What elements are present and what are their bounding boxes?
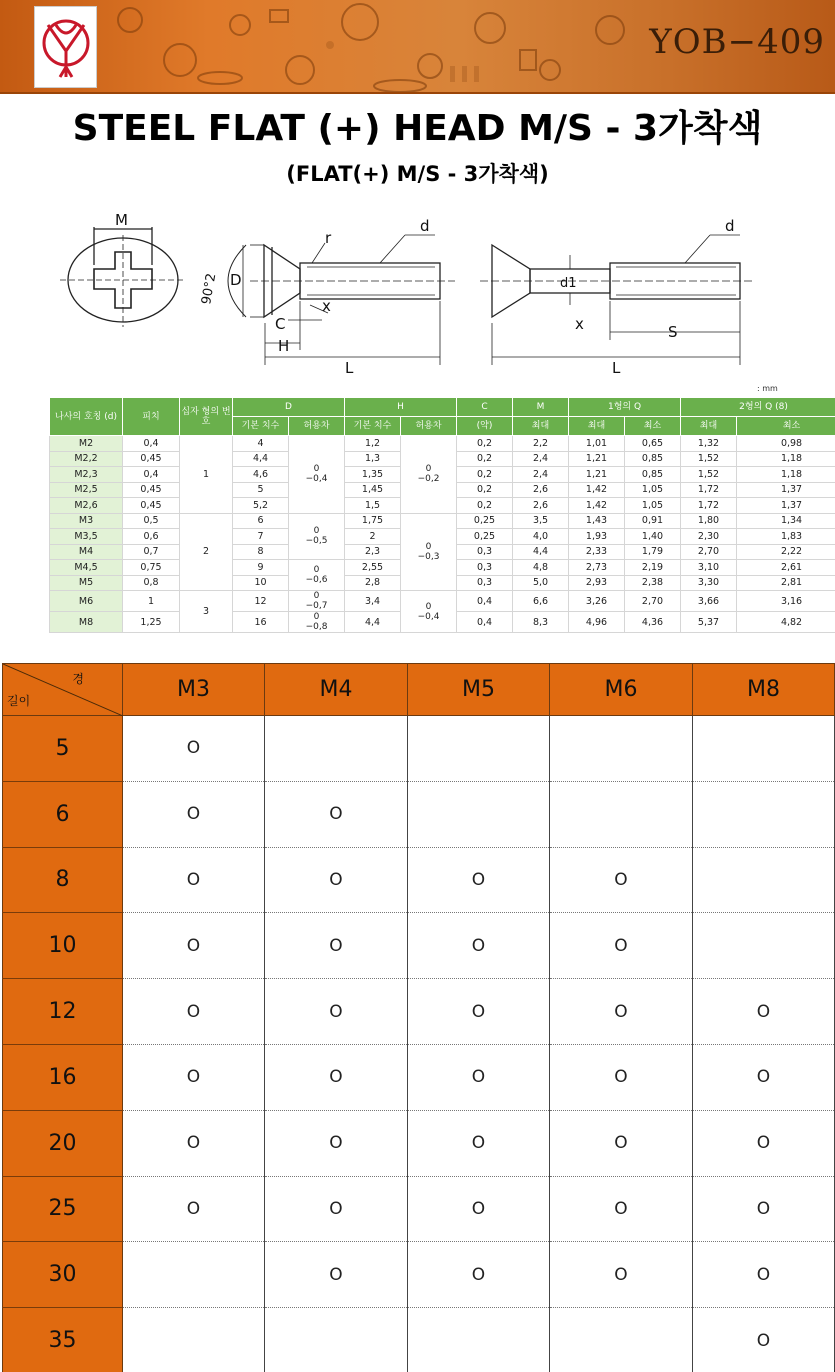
size-header-m4: M4 — [265, 664, 408, 716]
corner-header — [3, 664, 123, 716]
label-L2: L — [612, 359, 621, 377]
h-tolerance: 0 −0,3 — [401, 513, 457, 591]
label-C: C — [275, 315, 286, 333]
logo-emblem-icon — [38, 15, 94, 79]
availability-cell — [408, 1308, 550, 1372]
brand-logo — [34, 6, 97, 88]
length-value: 20 — [3, 1110, 123, 1176]
spec-row: M4 0,7 8 2,3 0,3 4,4 2,33 1,79 2,70 2,22 — [50, 544, 835, 560]
spec-subheader-min: 최소 — [625, 417, 681, 436]
label-angle: 90°2 — [199, 272, 220, 306]
availability-cell: O — [693, 1044, 835, 1110]
label-S: S — [668, 323, 678, 341]
spec-subheader-tolerance: 허용차 — [289, 417, 345, 436]
spec-header-H: H — [345, 398, 457, 417]
label-x2: x — [575, 315, 584, 333]
spec-row: M6 1 3 12 0 −0,7 3,4 0 −0,4 0,4 6,6 3,26 2,70 3,66 3,16 — [50, 591, 835, 612]
availability-cell: O — [123, 1044, 265, 1110]
length-value: 8 — [3, 847, 123, 913]
label-M: M — [115, 211, 128, 229]
availability-cell: O — [550, 1110, 693, 1176]
spec-subheader-basic: 기본 치수 — [345, 417, 401, 436]
availability-cell: O — [123, 847, 265, 913]
length-value: 25 — [3, 1176, 123, 1242]
spec-subheader-min: 최소 — [737, 417, 835, 436]
availability-cell: O — [265, 1242, 408, 1308]
availability-cell: O — [408, 1242, 550, 1308]
availability-cell: O — [408, 1044, 550, 1110]
d-tolerance: 0 −0,4 — [289, 436, 345, 514]
availability-cell: O — [265, 979, 408, 1045]
label-r: r — [325, 229, 332, 247]
availability-cell — [408, 716, 550, 782]
availability-cell — [123, 1242, 265, 1308]
availability-cell — [693, 716, 835, 782]
availability-cell — [265, 716, 408, 782]
availability-cell — [123, 1308, 265, 1372]
length-row — [3, 913, 835, 979]
length-row — [3, 1242, 835, 1308]
availability-cell: O — [693, 979, 835, 1045]
availability-cell: O — [408, 1176, 550, 1242]
spec-subheader-basic: 기본 치수 — [233, 417, 289, 436]
size-header-m5: M5 — [408, 664, 550, 716]
availability-cell: O — [265, 1110, 408, 1176]
availability-cell: O — [265, 847, 408, 913]
length-row — [3, 1110, 835, 1176]
spec-header-pitch: 피치 — [123, 398, 180, 436]
availability-cell — [550, 1308, 693, 1372]
length-row — [3, 1308, 835, 1372]
spec-table — [49, 397, 835, 633]
spec-header-cross: 십자 형의 번호 — [180, 398, 233, 436]
availability-cell — [408, 781, 550, 847]
spec-row: M8 1,25 16 0 −0,8 4,4 0,4 8,3 4,96 4,36 5,37 4,82 — [50, 612, 835, 633]
corner-diameter-label: 경 — [72, 672, 84, 686]
corner-length-label: 길이 — [7, 694, 31, 708]
d-tolerance: 0 −0,7 — [289, 591, 345, 612]
label-L: L — [345, 359, 354, 377]
length-value: 5 — [3, 716, 123, 782]
availability-cell: O — [550, 847, 693, 913]
length-row — [3, 716, 835, 782]
length-value: 6 — [3, 781, 123, 847]
spec-row: M5 0,8 10 2,8 0,3 5,0 2,93 2,38 3,30 2,81 — [50, 575, 835, 591]
availability-cell: O — [123, 716, 265, 782]
availability-cell: O — [265, 913, 408, 979]
availability-cell: O — [265, 1176, 408, 1242]
spec-row: M3,5 0,6 7 2 0,25 4,0 1,93 1,40 2,30 1,83 — [50, 529, 835, 545]
h-tolerance: 0 −0,4 — [401, 591, 457, 633]
cross-number: 3 — [180, 591, 233, 633]
availability-cell: O — [693, 1308, 835, 1372]
d-tolerance: 0 −0,6 — [289, 560, 345, 591]
availability-cell: O — [693, 1242, 835, 1308]
product-code: YOB−409 — [649, 22, 825, 62]
availability-cell: O — [123, 979, 265, 1045]
availability-cell: O — [265, 1044, 408, 1110]
spec-header-Q1: 1형의 Q — [569, 398, 681, 417]
length-value: 35 — [3, 1308, 123, 1372]
availability-cell — [693, 781, 835, 847]
label-D: D — [230, 271, 242, 289]
availability-cell — [265, 1308, 408, 1372]
spec-header-Q2: 2형의 Q (8) — [681, 398, 835, 417]
cross-number: 1 — [180, 436, 233, 514]
spec-subheader-max: 최대 — [513, 417, 569, 436]
availability-cell: O — [123, 913, 265, 979]
cross-number: 2 — [180, 513, 233, 591]
availability-cell: O — [265, 781, 408, 847]
availability-cell: O — [693, 1176, 835, 1242]
availability-cell: O — [408, 979, 550, 1045]
length-value: 10 — [3, 913, 123, 979]
spec-header-name: 나사의 호칭 (d) — [50, 398, 123, 436]
page-subtitle: (FLAT(+) M/S - 3가착색) — [286, 162, 549, 186]
spec-row: M2,6 0,45 5,2 1,5 0,2 2,6 1,42 1,05 1,72 1,37 — [50, 498, 835, 514]
length-row — [3, 847, 835, 913]
d-tolerance: 0 −0,5 — [289, 513, 345, 560]
size-header-m8: M8 — [693, 664, 835, 716]
spec-row: M2 0,4 1 4 0 −0,4 1,2 0 −0,2 0,2 2,2 1,01 0,65 1,32 0,98 — [50, 436, 835, 452]
header-banner — [0, 0, 835, 94]
h-tolerance: 0 −0,2 — [401, 436, 457, 514]
spec-subheader-tolerance: 허용차 — [401, 417, 457, 436]
length-availability-table — [2, 663, 835, 1372]
availability-cell: O — [550, 1044, 693, 1110]
label-H: H — [278, 337, 290, 355]
units-label: : mm — [757, 384, 778, 393]
page-title: STEEL FLAT (+) HEAD M/S - 3가착색 — [72, 108, 763, 149]
spec-row: M2,2 0,45 4,4 1,3 0,2 2,4 1,21 0,85 1,52 1,18 — [50, 451, 835, 467]
availability-cell: O — [693, 1110, 835, 1176]
availability-cell: O — [550, 1242, 693, 1308]
availability-cell: O — [123, 1176, 265, 1242]
spec-header-D: D — [233, 398, 345, 417]
label-x: x — [322, 297, 331, 315]
availability-cell: O — [123, 781, 265, 847]
spec-row: M2,5 0,45 5 1,45 0,2 2,6 1,42 1,05 1,72 1,37 — [50, 482, 835, 498]
availability-cell: O — [550, 1176, 693, 1242]
spec-row: M3 0,5 2 6 0 −0,5 1,75 0 −0,3 0,25 3,5 1,43 0,91 1,80 1,34 — [50, 513, 835, 529]
availability-cell — [693, 847, 835, 913]
length-value: 12 — [3, 979, 123, 1045]
availability-cell: O — [408, 913, 550, 979]
length-value: 16 — [3, 1044, 123, 1110]
availability-cell — [550, 781, 693, 847]
d-tolerance: 0 −0,8 — [289, 612, 345, 633]
size-header-m6: M6 — [550, 664, 693, 716]
length-row — [3, 1176, 835, 1242]
availability-cell — [550, 716, 693, 782]
spec-subheader-max: 최대 — [569, 417, 625, 436]
label-d2: d — [725, 217, 735, 235]
availability-cell — [693, 913, 835, 979]
availability-cell: O — [408, 1110, 550, 1176]
spec-subheader-approx: (약) — [457, 417, 513, 436]
label-d1: d1 — [560, 276, 577, 291]
length-value: 30 — [3, 1242, 123, 1308]
label-d: d — [420, 217, 430, 235]
length-row — [3, 979, 835, 1045]
spec-row: M4,5 0,75 9 0 −0,6 2,55 0,3 4,8 2,73 2,19 3,10 2,61 — [50, 560, 835, 576]
screw-technical-drawing — [60, 205, 760, 380]
availability-cell: O — [123, 1110, 265, 1176]
length-table-body — [3, 716, 835, 1372]
availability-cell: O — [408, 847, 550, 913]
length-row — [3, 1044, 835, 1110]
availability-cell: O — [550, 913, 693, 979]
availability-cell: O — [550, 979, 693, 1045]
spec-header-C: C — [457, 398, 513, 417]
hardware-pattern-decoration — [100, 0, 660, 94]
spec-row: M2,3 0,4 4,6 1,35 0,2 2,4 1,21 0,85 1,52 1,18 — [50, 467, 835, 483]
spec-subheader-max: 최대 — [681, 417, 737, 436]
spec-header-M: M — [513, 398, 569, 417]
size-header-m3: M3 — [123, 664, 265, 716]
length-row — [3, 781, 835, 847]
